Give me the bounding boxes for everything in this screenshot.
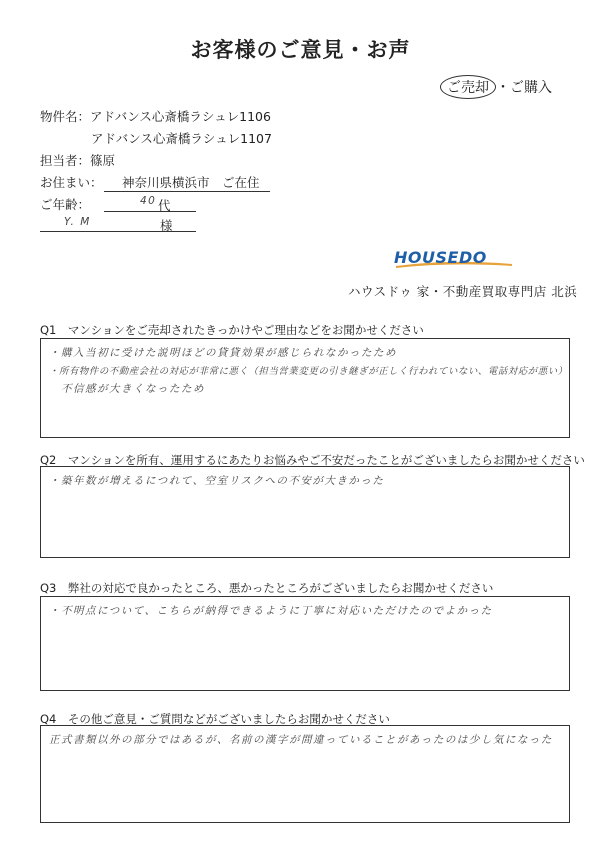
housedo-logo (390, 247, 515, 271)
question-3-label: Q3 弊社の対応で良かったところ、悪かったところがございましたらお聞かせください (40, 581, 494, 595)
age-suffix: 代 (158, 198, 171, 213)
property-row-1 (40, 107, 271, 125)
logo-text: HOUSEDO (394, 248, 487, 267)
choice-separator: ・ (496, 80, 510, 96)
age-row (40, 195, 90, 213)
customer-suffix: 様 (160, 218, 173, 233)
shop-name: ハウスドゥ 家・不動産買取専門店 北浜 (348, 284, 578, 299)
property-row-2 (91, 129, 272, 147)
answer-1-line-3: 不信感が大きくなったため (49, 383, 205, 395)
answer-3-line-1: ・不明点について、こちらが納得できるように丁寧に対応いただけたのでよかった (49, 605, 493, 617)
address-value: 神奈川県横浜市 ご在住 (104, 173, 270, 192)
answer-box-2 (40, 466, 570, 558)
answer-box-4 (40, 725, 570, 823)
age-label: ご年齢： (40, 197, 91, 212)
answer-2-line-1: ・築年数が増えるにつれて、空室リスクへの不安が大きかった (49, 475, 385, 487)
question-2-label: Q2 マンションを所有、運用するにあたりお悩みやご不安だったことがございましたらお聞かせください (40, 453, 585, 467)
answer-4-line-1: 正式書類以外の部分ではあるが、名前の漢字が間違っていることがあったのは少し気になった (49, 734, 553, 746)
answer-1-line-1: ・購入当初に受けた説明ほどの貸貸効果が感じられなかったため (49, 347, 397, 359)
transaction-type (440, 75, 552, 99)
age-field (104, 195, 196, 212)
address-row (40, 173, 103, 191)
answer-box-1 (40, 338, 570, 438)
address-label: お住まい： (40, 175, 103, 190)
question-4-label: Q4 その他ご意見・ご質問などがございましたらお聞かせください (40, 712, 390, 726)
age-value: 40 (140, 195, 157, 207)
customer-name: Y. M (64, 216, 91, 228)
staff-name: 篠原 (90, 153, 116, 168)
customer-name-field (40, 215, 196, 232)
staff-label: 担当者： (40, 153, 91, 168)
answer-1-line-2: ・所有物件の不動産会社の対応が非常に悪く（担当営業変更の引き継ぎが正しく行われていない、電話対応が悪い） (49, 366, 568, 377)
question-1-label: Q1 マンションをご売却されたきっかけやご理由などをお聞かせください (40, 323, 424, 337)
property-name-1: アドバンス心斎橋ラシュレ1106 (90, 109, 271, 124)
staff-row (40, 151, 115, 169)
property-label: 物件名： (40, 109, 91, 124)
property-name-2: アドバンス心斎橋ラシュレ1107 (91, 131, 272, 146)
selected-choice-sell: ご売却 (440, 75, 496, 99)
page-title: お客様のご意見・お声 (190, 38, 411, 62)
answer-box-3 (40, 596, 570, 691)
choice-buy: ご購入 (510, 80, 552, 96)
